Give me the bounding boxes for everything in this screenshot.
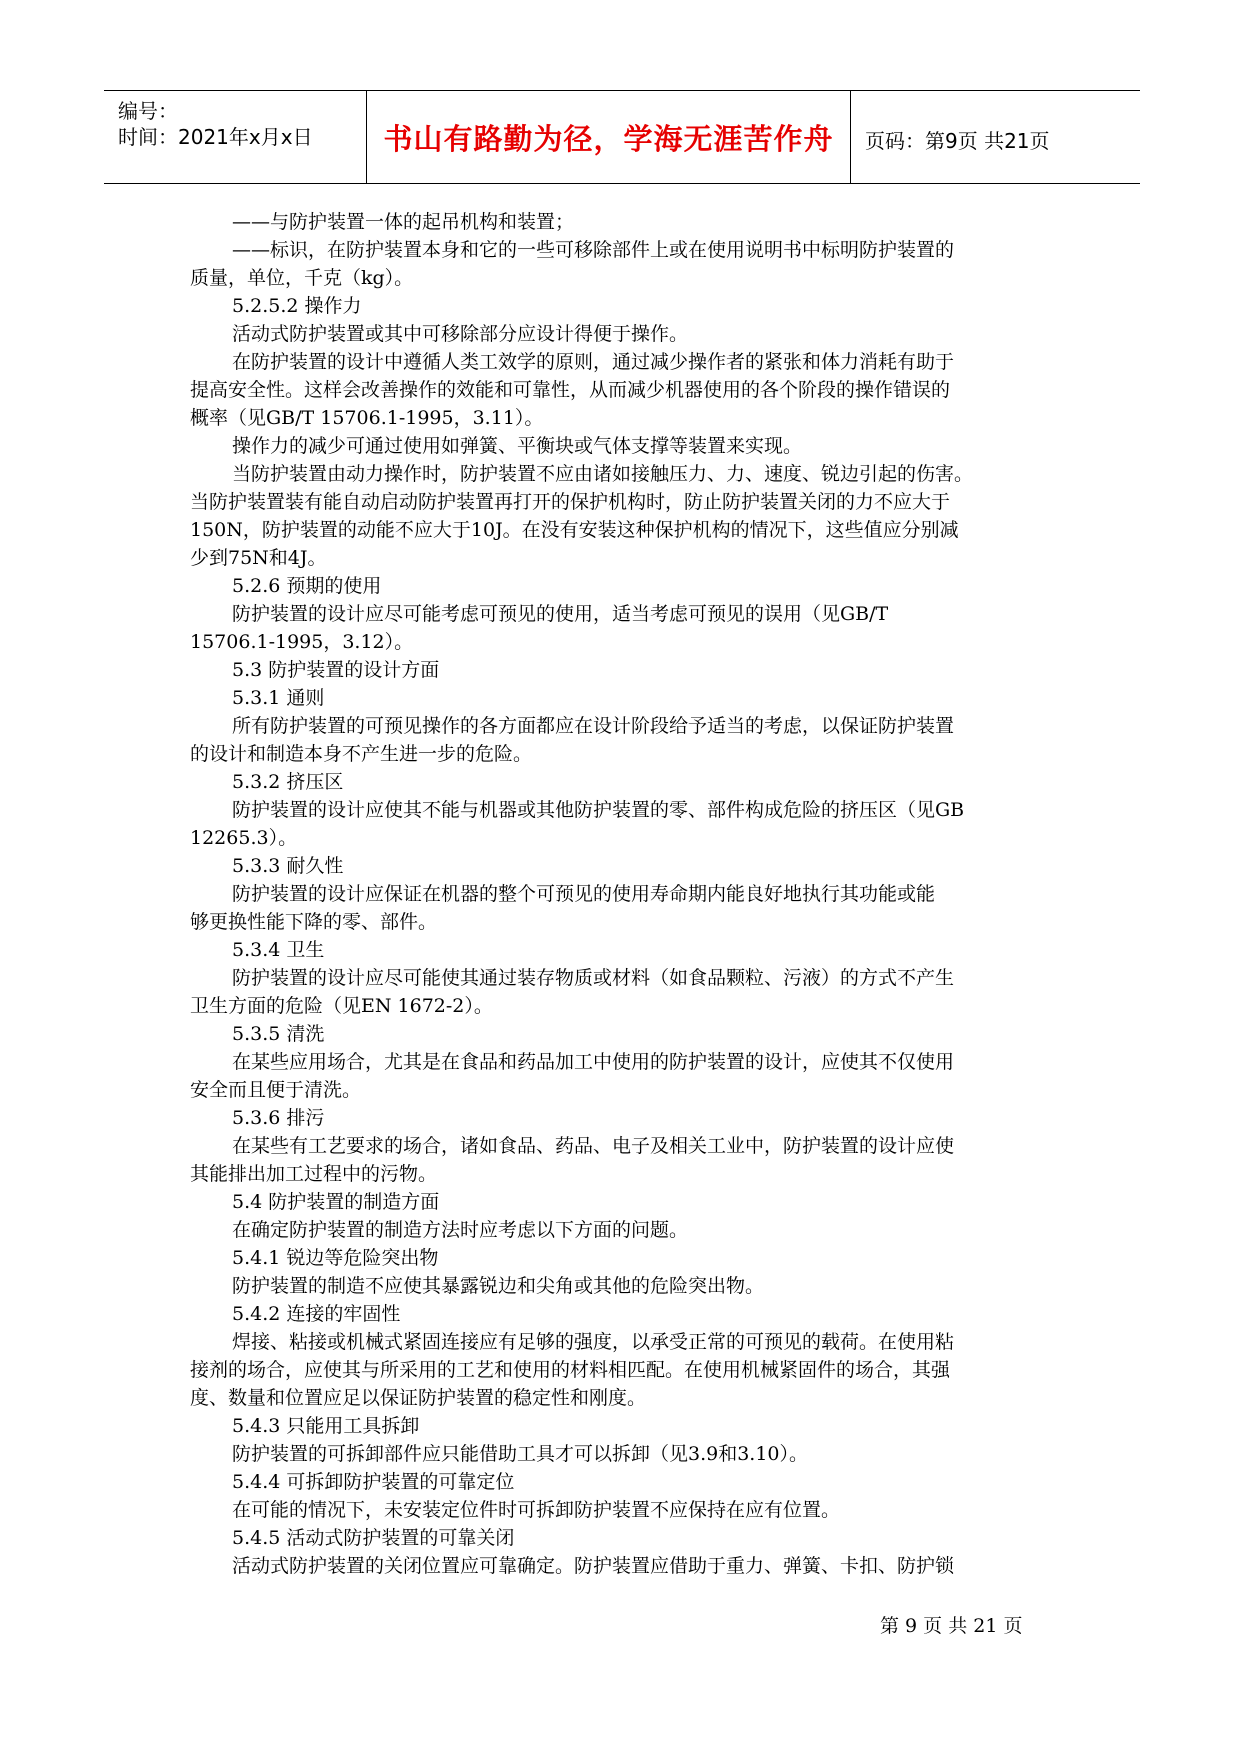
section-heading: 5.4.5 活动式防护装置的可靠关闭	[232, 1527, 515, 1549]
body-line: 所有防护装置的可预见操作的各方面都应在设计阶段给予适当的考虑，以保证防护装置	[232, 715, 955, 737]
body-line: ——标识，在防护装置本身和它的一些可移除部件上或在使用说明书中标明防护装置的	[232, 239, 955, 261]
page-header	[104, 90, 1140, 184]
section-heading: 5.3.6 排污	[232, 1107, 325, 1129]
body-line: 防护装置的设计应尽可能使其通过装存物质或材料（如食品颗粒、污液）的方式不产生	[232, 967, 955, 989]
body-line: 活动式防护装置或其中可移除部分应设计得便于操作。	[232, 323, 689, 345]
body-line: 操作力的减少可通过使用如弹簧、平衡块或气体支撑等装置来实现。	[232, 435, 803, 457]
body-line: 提高安全性。这样会改善操作的效能和可靠性，从而减少机器使用的各个阶段的操作错误的	[190, 379, 951, 401]
body-line: 卫生方面的危险（见EN 1672-2）。	[190, 995, 493, 1017]
body-line: 少到75N和4J。	[190, 547, 327, 569]
body-line: 防护装置的设计应使其不能与机器或其他防护装置的零、部件构成危险的挤压区（见GB	[232, 799, 965, 821]
section-heading: 5.3 防护装置的设计方面	[232, 659, 440, 681]
document-number-label: 编号：	[118, 99, 178, 123]
document-body	[190, 208, 1060, 1580]
body-line: 在可能的情况下，未安装定位件时可拆卸防护装置不应保持在应有位置。	[232, 1499, 841, 1521]
section-heading: 5.2.6 预期的使用	[232, 575, 382, 597]
body-line: 当防护装置装有能自动启动防护装置再打开的保护机构时，防止防护装置关闭的力不应大于	[190, 491, 951, 513]
section-heading: 5.4.4 可拆卸防护装置的可靠定位	[232, 1471, 515, 1493]
body-line: 的设计和制造本身不产生进一步的危险。	[190, 743, 533, 765]
section-heading: 5.4.1 锐边等危险突出物	[232, 1247, 439, 1269]
section-heading: 5.4.3 只能用工具拆卸	[232, 1415, 420, 1437]
header-right-cell	[851, 91, 1140, 183]
section-heading: 5.2.5.2 操作力	[232, 295, 362, 317]
body-line: 活动式防护装置的关闭位置应可靠确定。防护装置应借助于重力、弹簧、卡扣、防护锁	[232, 1555, 955, 1577]
body-line: 15706.1-1995，3.12）。	[190, 631, 414, 653]
body-line: 焊接、粘接或机械式紧固连接应有足够的强度，以承受正常的可预见的载荷。在使用粘	[232, 1331, 955, 1353]
document-time: 时间：2021年x月x日	[118, 125, 313, 149]
body-line: 其能排出加工过程中的污物。	[190, 1163, 438, 1185]
header-left-cell	[104, 91, 367, 183]
body-line: ——与防护装置一体的起吊机构和装置；	[232, 211, 575, 233]
body-line: 150N，防护装置的动能不应大于10J。在没有安装这种保护机构的情况下，这些值应分别减	[190, 519, 959, 541]
body-line: 概率（见GB/T 15706.1-1995，3.11）。	[190, 407, 544, 429]
body-line: 在某些应用场合，尤其是在食品和药品加工中使用的防护装置的设计，应使其不仅使用	[232, 1051, 955, 1073]
body-line: 安全而且便于清洗。	[190, 1079, 362, 1101]
body-line: 度、数量和位置应足以保证防护装置的稳定性和刚度。	[190, 1387, 647, 1409]
header-page-info: 页码：第9页 共21页	[865, 129, 1050, 153]
body-line: 防护装置的制造不应使其暴露锐边和尖角或其他的危险突出物。	[232, 1275, 765, 1297]
body-line: 当防护装置由动力操作时，防护装置不应由诸如接触压力、力、速度、锐边引起的伤害。	[232, 463, 974, 485]
section-heading: 5.4 防护装置的制造方面	[232, 1191, 440, 1213]
body-line: 防护装置的设计应尽可能考虑可预见的使用，适当考虑可预见的误用（见GB/T	[232, 603, 889, 625]
body-line: 在某些有工艺要求的场合，诸如食品、药品、电子及相关工业中，防护装置的设计应使	[232, 1135, 955, 1157]
header-motto-cell	[367, 91, 851, 183]
body-line: 防护装置的可拆卸部件应只能借助工具才可以拆卸（见3.9和3.10）。	[232, 1443, 809, 1465]
section-heading: 5.3.5 清洗	[232, 1023, 325, 1045]
body-line: 在确定防护装置的制造方法时应考虑以下方面的问题。	[232, 1219, 689, 1241]
body-line: 质量，单位，千克（kg）。	[190, 267, 414, 289]
body-line: 在防护装置的设计中遵循人类工效学的原则，通过减少操作者的紧张和体力消耗有助于	[232, 351, 955, 373]
section-heading: 5.4.2 连接的牢固性	[232, 1303, 401, 1325]
page-footer: 第 9 页 共 21 页	[880, 1615, 1023, 1637]
section-heading: 5.3.1 通则	[232, 687, 325, 709]
body-line: 接剂的场合，应使其与所采用的工艺和使用的材料相匹配。在使用机械紧固件的场合，其强	[190, 1359, 951, 1381]
body-line: 12265.3）。	[190, 827, 298, 849]
body-line: 防护装置的设计应保证在机器的整个可预见的使用寿命期内能良好地执行其功能或能	[232, 883, 936, 905]
section-heading: 5.3.3 耐久性	[232, 855, 344, 877]
section-heading: 5.3.4 卫生	[232, 939, 325, 961]
header-motto: 书山有路勤为径，学海无涯苦作舟	[383, 122, 834, 156]
section-heading: 5.3.2 挤压区	[232, 771, 344, 793]
body-line: 够更换性能下降的零、部件。	[190, 911, 438, 933]
